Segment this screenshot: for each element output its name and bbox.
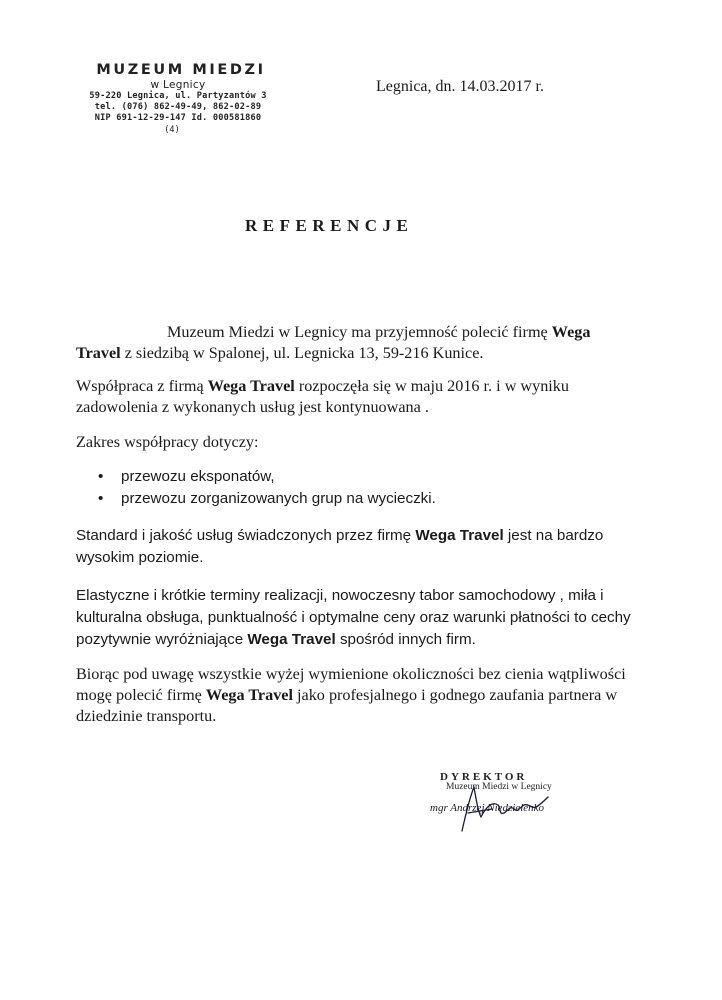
text: Elastyczne i krótkie terminy realizacji, nowoczesny tabor samochodowy , miła i kulturalna obsługa, punktualność i optymalne ceny oraz warunki płatności to cechy pozytywnie wyróżniające — [76, 587, 631, 648]
stamp-city: w Legnicy — [150, 79, 206, 91]
company-name: Wega Travel — [415, 527, 504, 544]
signature-role: DYREKTOR — [440, 771, 528, 783]
paragraph-recommendation — [76, 664, 636, 727]
text: z siedzibą w Spalonej, ul. Legnicka 13, 59-216 Kunice. — [120, 344, 484, 362]
company-name: Wega Travel — [205, 686, 293, 704]
stamp-address: 59-220 Legnica, ul. Partyzantów 3 — [89, 91, 267, 101]
document-title: REFERENCJE — [245, 216, 414, 235]
institution-stamp — [78, 62, 278, 135]
scope-list — [76, 466, 436, 510]
paragraph-intro — [76, 322, 636, 364]
paragraph-advantages — [76, 585, 648, 651]
stamp-name: MUZEUM MIEDZI — [96, 62, 266, 78]
company-name: Wega Travel — [247, 631, 336, 648]
stamp-nip: NIP 691-12-29-147 Id. 000581860 — [94, 113, 262, 123]
text: jest na bardzo wysokim poziomie. — [76, 527, 604, 566]
paragraph-cooperation — [76, 376, 636, 418]
letter-date: Legnica, dn. 14.03.2017 r. — [376, 78, 544, 95]
text: Biorąc pod uwagę wszystkie wyżej wymienione okoliczności bez cienia wątpliwości mogę polecić firmę — [76, 665, 626, 704]
stamp-number: (4) — [164, 125, 180, 135]
text: Standard i jakość usług świadczonych przez firmę — [76, 527, 416, 544]
text: jako profesjalnego i godnego zaufania partnera w dziedzinie transportu. — [76, 686, 618, 725]
text: spośród innych firm. — [335, 631, 476, 648]
signature-person: mgr Andrzej Niedzielenko — [430, 802, 545, 814]
paragraph-scope: Zakres współpracy dotyczy: — [76, 433, 259, 451]
paragraph-quality — [76, 525, 646, 569]
company-name: Wega Travel — [207, 377, 295, 395]
company-name: Wega Travel — [76, 323, 591, 362]
list-item: • przewozu zorganizowanych grup na wycieczki. — [76, 488, 436, 510]
stamp-phone: tel. (076) 862-49-49, 862-02-89 — [94, 102, 262, 112]
text: Współpraca z firmą — [76, 377, 208, 395]
signature-institution: Muzeum Miedzi w Legnicy — [446, 782, 552, 792]
text: Muzeum Miedzi w Legnicy ma przyjemność polecić firmę — [167, 323, 552, 341]
text: rozpoczęła się w maju 2016 r. i w wyniku zadowolenia z wykonanych usług jest kontynuowana . — [76, 377, 569, 416]
list-item: • przewozu eksponatów, — [76, 466, 436, 488]
handwritten-signature — [448, 783, 558, 835]
